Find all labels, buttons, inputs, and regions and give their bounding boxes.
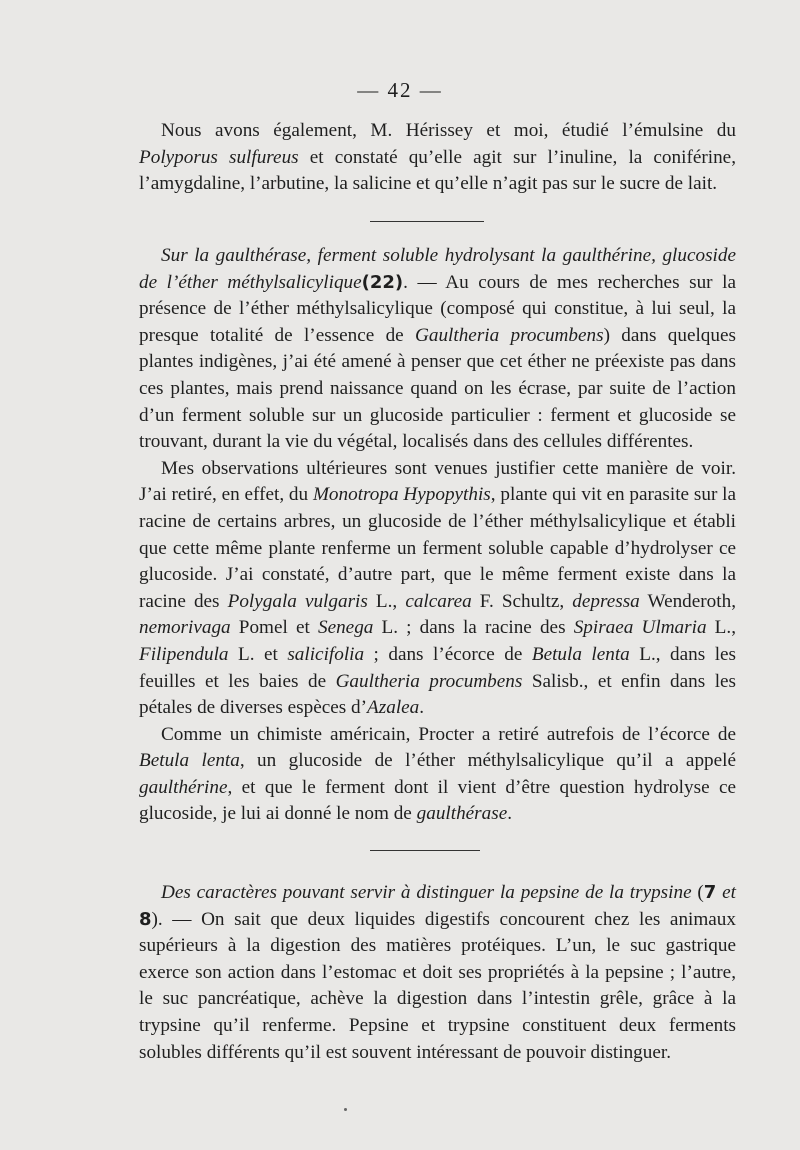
reference-number: 7	[703, 882, 717, 903]
italic-species: nemorivaga	[139, 617, 231, 639]
paragraph-text	[139, 722, 736, 828]
italic-species: Azalea	[367, 697, 420, 719]
italic-species: Filipendula	[139, 643, 229, 665]
text-run: L., dans les feuilles et les baies de	[139, 643, 737, 692]
reference-number: (22)	[361, 271, 404, 293]
text-run: .	[419, 697, 425, 719]
text-run: , plante qui vit en parasite sur la racine de certains arbres, un glucoside de l’éther méthylsalicylique et établi que cette même plante renferme un ferment soluble capable d’hydrolyser ce glucoside. J’ai constaté, d’autre part, que le même ferment existe dans la racine des	[139, 484, 736, 612]
text-run: (	[691, 882, 704, 903]
italic-conjunction: et	[716, 882, 736, 903]
italic-species: Monotropa Hypopythis	[312, 484, 491, 506]
paper-speck	[344, 1108, 347, 1111]
text-run: L.,	[367, 590, 406, 612]
italic-species: Polyporus sulfureus	[139, 146, 299, 168]
section-gaultherase	[139, 243, 736, 828]
page-number: — 42 —	[357, 78, 443, 102]
text-run: , et que le ferment dont il vient d’être question hydrolyse ce glucoside, je lui ai donné le nom de	[139, 776, 736, 825]
paragraph-text	[139, 118, 736, 198]
italic-species: Betula lenta	[531, 643, 630, 665]
paragraph-text	[139, 456, 736, 722]
text-run: Mes observations ultérieures sont venues justifier cette manière de voir. J’ai retiré, en effet, du	[139, 457, 736, 506]
italic-species: Spiraea Ulmaria	[573, 617, 707, 639]
text-run: L. et	[228, 643, 288, 665]
text-run: .	[507, 803, 513, 825]
text-run: Salisb., et enfin dans les pétales de diverses espèces d’	[139, 670, 737, 719]
section-divider	[370, 221, 484, 222]
text-run: Pomel et	[230, 617, 318, 639]
italic-term: gaulthérine	[139, 776, 228, 798]
italic-species: salicifolia	[287, 643, 365, 665]
paragraph-emulsine	[139, 118, 736, 198]
reference-number: 8	[139, 908, 152, 930]
text-run: L. ; dans la racine des	[373, 617, 574, 639]
paragraph-text	[139, 243, 736, 456]
italic-species: Betula lenta	[139, 750, 240, 772]
text-run: L.,	[706, 617, 737, 639]
text-run: F. Schultz,	[471, 590, 573, 612]
text-run: Wenderoth,	[639, 590, 736, 612]
text-run: Comme un chimiste américain, Procter a retiré autrefois de l’écorce de	[161, 723, 736, 745]
section-divider	[370, 850, 480, 851]
section-pepsine-trypsine	[139, 880, 736, 1066]
italic-species: calcarea	[405, 590, 472, 612]
section-heading: Des caractères pouvant servir à distinguer la pepsine de la trypsine	[161, 882, 692, 903]
italic-term: gaulthérase	[416, 803, 508, 825]
text-run: ). — On sait que deux liquides digestifs concourent chez les animaux supérieurs à la digestion des matières protéiques. L’un, le suc gastrique exerce son action dans l’estomac et doit ses propriétés à la pepsine ; l’autre, le suc pancréatique, achève la digestion dans l’intestin grêle, grâce à la trypsine qu’il renferme. Pepsine et trypsine constituent deux ferments solubles différents qu’il est souvent intéressant de pouvoir distinguer.	[139, 908, 736, 1063]
text-run: et constaté qu’elle agit sur l’inuline, la coniférine, l’amygdaline, l’arbutine, la salicine et qu’elle n’agit pas sur le sucre de lait.	[139, 146, 736, 195]
italic-species: Gaultheria procumbens	[335, 670, 523, 692]
italic-species: Polygala vulgaris	[227, 590, 368, 612]
section-heading: Sur la gaulthérase, ferment soluble hydrolysant la gaulthérine, glucoside de l’éther méthylsalicylique	[139, 245, 736, 293]
italic-species: Senega	[317, 617, 374, 639]
text-run: Nous avons également, M. Hérissey et moi, étudié l’émulsine du	[161, 120, 736, 141]
text-run: , un glucoside de l’éther méthylsalicylique qu’il a appelé	[239, 750, 736, 772]
italic-species: Gaultheria procumbens	[415, 324, 604, 346]
text-run: ) dans quelques plantes indigènes, j’ai été amené à penser que cet éther ne préexiste pas dans ces plantes, mais prend naissance quand on les écrase, par suite de l’action d’un ferment soluble sur un glucoside particulier : ferment et glucoside se trouvant, durant la vie du végétal, localisés dans des cellules différentes.	[139, 324, 736, 453]
text-run: . — Au cours de mes recherches sur la présence de l’éther méthylsalicylique (composé qui constitue, à lui seul, la presque totalité de l’essence de	[139, 271, 736, 346]
italic-species: depressa	[572, 590, 640, 612]
paragraph-text	[139, 880, 736, 1066]
text-run: ; dans l’écorce de	[364, 643, 532, 665]
